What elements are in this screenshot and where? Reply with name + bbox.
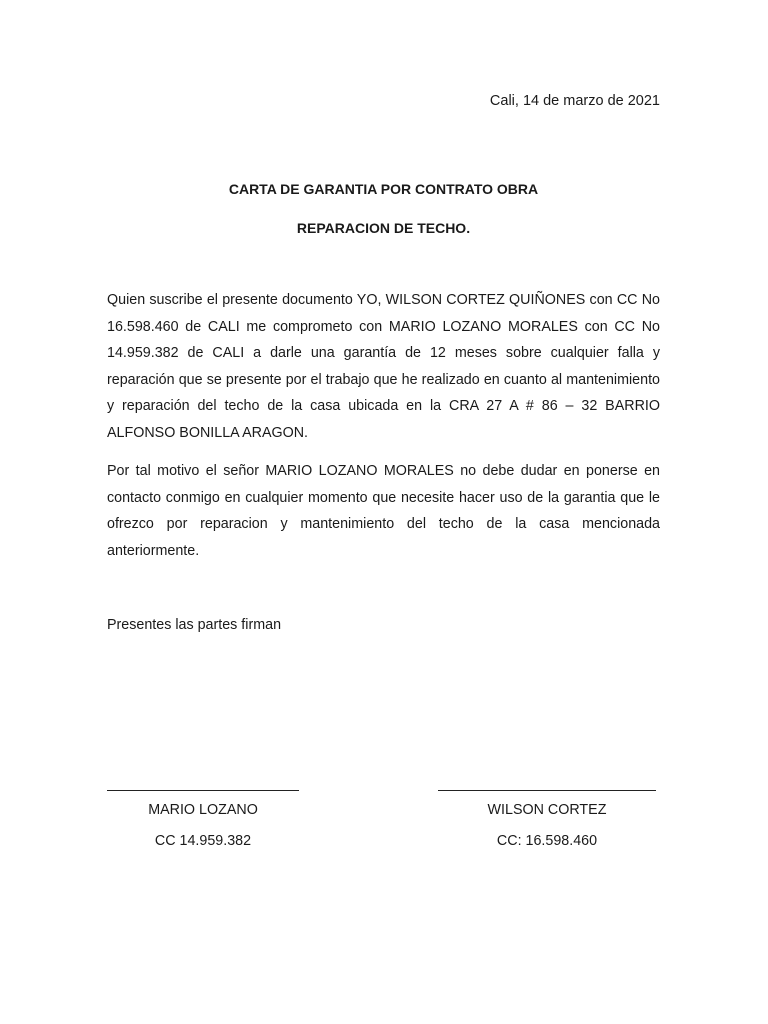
document-subtitle: REPARACION DE TECHO. (296, 220, 471, 236)
closing-statement: Presentes las partes firman (107, 617, 282, 633)
body-paragraph-2: Por tal motivo el señor MARIO LOZANO MORALES no debe dudar en ponerse en contacto conmigo en cualquier momento que necesite hacer uso de la garantia que le ofrezco por reparacion y mantenimiento del techo de la casa mencionada anteriormente. (107, 463, 660, 559)
body-paragraph-1: Quien suscribe el presente documento YO, WILSON CORTEZ QUIÑONES con CC No 16.598.460 de CALI me comprometo con MARIO LOZANO MORALES con CC No 14.959.382 de CALI a darle una garantía de 12 meses sobre cualquier falla y reparación que se presente por el trabajo que he realizado en cuanto al mantenimiento y reparación del techo de la casa ubicada en la CRA 27 A # 86 – 32 BARRIO ALFONSO BONILLA ARAGON. (107, 292, 660, 441)
signature-name-right: WILSON CORTEZ (487, 802, 607, 818)
signature-name-left: MARIO LOZANO (148, 802, 258, 818)
signature-line-right (438, 790, 656, 791)
signature-id-left: CC 14.959.382 (154, 833, 252, 849)
signature-line-left (107, 790, 299, 791)
signature-id-right: CC: 16.598.460 (496, 833, 598, 849)
document-date: Cali, 14 de marzo de 2021 (489, 93, 660, 109)
document-title: CARTA DE GARANTIA POR CONTRATO OBRA (228, 181, 539, 197)
